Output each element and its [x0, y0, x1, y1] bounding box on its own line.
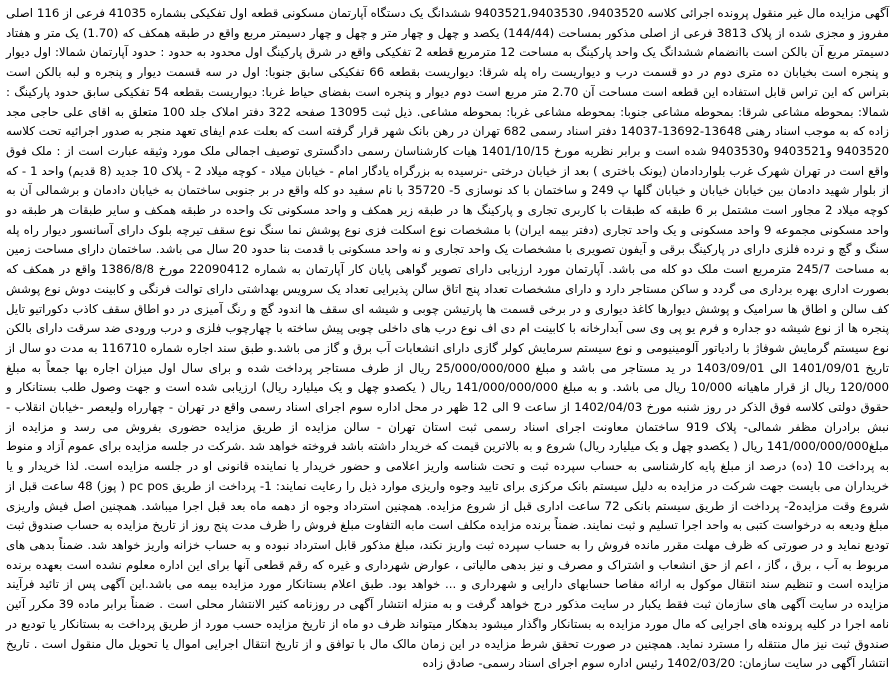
auction-notice-body: آگهی مزایده مال غیر منقول پرونده اجرائی کلاسه 9403520، 9403521،9403530 ششدانگ یک دستگاه آپارتمان مسکونی قطعه اول تفکیکی بشماره 41035 فرعی از 116 اصلی مفروز و مجزی شده از پلاک 3813 فرعی از اصلی مذکور بمساحت (144/44) یکصد و چهل و چهار متر و چهل و چهار دسیمتر مربع واقع در طبقه همکف که (1.70) یک متر و هفتاد دسیمتر مربع آن بالکن است باانضمام ششدانگ یک واحد پارکینگ به مساحت 12 مترمربع قطعه 2 تفکیکی واقع در شرق پارکینگ اول محدود به حدود : حدود آپارتمان شمالا: اول دیوار و پنجره است بخیابان ده متری دوم در دو قسمت درب و دیواریست راه پله شرقا: دیواریست بقطعه 66 تفکیکی سابق جنوبا: اول در سه قسمت دیوار و پنجره و لبه بالکن است بتراس که این تراس قابل استفاده این قطعه است مساحت آن 2.70 متر مربع است دوم دیوار و پنجره است بفضای حیاط غربا: دیواریست بقطعه 54 تفکیکی سابق حدود پارکینگ : شمالا: بمحوطه مشاعی شرقا: بمحوطه مشاعی جنوبا: بمحوطه مشاعی غربا: بمحوطه مشاعی. ذیل ثبت 13095 صفحه 322 دفتر املاک جلد 100 متعلق به اقای علی حاجی مجد زاده که به موجب اسناد رهنی 13648-13692-14037 دفتر اسناد رسمی 682 تهران در رهن بانک شهر قرار گرفته است که بعلت عدم ایفای تعهد منجر به صدور اجرائیه تحت کلاسه 9403520 و9403521 و9403530 شده است و برابر نظریه مورخ 1401/10/15 هیات کارشناسان رسمی دادگستری توصیف اجمالی ملک مورد وثیقه عبارت است از : ملک فوق واقع است در تهران شهرک غرب بلواردادمان (یونک باختری ) بعد از خیابان درختی -نرسیده به بزرگراه یادگار امام - خیابان میلاد - کوچه میلاد 2 - پلاک 10 جدید (8 قدیم) واحد 1 - که از بلوار شهید دادمان بین خیابان خیابان و خیابان گلها پ 249 و ساختمان با کد نوسازی 5- 35720 با نام سفید دو کله واقع در بر جنوبی ساختمان به خیابان دادمان و برشمالی آن به کوچه میلاد 2 مجاور است مشتمل بر 6 طبقه که طبقات با کاربری تجاری و پارکینگ ها در طبقه زیر همکف و واحد مسکونی تک واحده در طبقه همکف و سایر طبقات هر طبقه دو واحد مسکونی مجموعه 9 واحد مسکونی و یک واحد تجاری (دفتر بیمه ایران) با مشخصات نوع اسکلت فزی نوع پوشش نما سنگ نوع سقف تیرچه بلوک دارای آسانسور دیوار راه پله سنگ و گچ و نرده فلزی دارای در پارکینگ برقی و آیفون تصویری با مشخصات یک واحد تجاری و نه واحد مسکونی با قدمت بنا حدود 20 سال می باشد. ساختمان دارای مساحت زمین به مساحت 245/7 مترمربع است ملک دو کله می باشد. آپارتمان مورد ارزیابی دارای تصویر گواهی پایان کار آپارتمان به شماره 22090412 مورخ 1386/8/8 واقع در همکف که بصورت اداری بهره برداری می گردد و ساکن مستاجر دارد و دارای مشخصات تعداد پنج اتاق سالن پذیرایی تعداد یک سرویس بهداشتی دارای توالت فرنگی و کابینت دوش نوع پوشش کف سالن و اطاق ها سرامیک و پوشش دیوارها کاغذ دیواری و در برخی قسمت ها پارتیشن چوبی و شیشه ای سقف ها اندود گچ و رنگ آمیزی در دو اطاق سقف کاذب دکوراتیو تایل پنجره ها از نوع شیشه دو جداره و فرم یو پی وی سی آبدارخانه با کابینت ام دی اف نوع درب های داخلی چوبی پیش ساخته با چهارچوب فلزی و درب ورودی ضد سرقت دارای بالکن نوع سیستم گرمایش شوفاژ با رادیاتور آلومینیومی و نوع سیستم سرمایش کولر گازی دارای انشعابات آب برق و گاز می باشد.و طبق سند اجاره شماره 116710 به مدت دو سال از تاریخ 1401/09/01 الی 1403/09/01 در ید مستاجر می باشد و مبلغ 25/000/000/000 ریال از طرف مستاجر پرداخت شده و برای سال اول میزان اجاره بها جمعاً به مبلغ 120/000 ریال از قرار ماهیانه 10/000 ریال می باشد. و به مبلغ 141/000/000/000 ریال ( یکصدو چهل و یک میلیارد ریال) ارزیابی شده است و جهت وصول طلب بستانکار و حقوق دولتی کلاسه فوق الذکر در روز شنبه مورخ 1402/04/03 از ساعت 9 الی 12 ظهر در محل اداره سوم اجرای اسناد رسمی واقع در تهران - چهارراه ولیعصر -خیابان انقلاب - نبش برادران مظفر شمالی- پلاک 919 ساختمان معاونت اجرای اسناد رسمی ثبت استان تهران - سالن مزایده از طریق مزایده حضوری بفروش می رسد و مزایده از مبلغ141/000/000/000 ریال ( یکصدو چهل و یک میلیارد ریال) شروع و به بالاترین قیمت که خریدار داشته باشد فروخته خواهد شد .شرکت در جلسه مزایده برای عموم آزاد و منوط به پرداخت 10 (ده) درصد از مبلغ پایه کارشناسی به حساب سپرده ثبت و تحت شناسه واریز اعلامی و حضور خریدار یا نماینده قانونی او در جلسه مزایده است. لذا خریدار و یا خریداران می بایست جهت شرکت در مزایده به دلیل سیستم بانک مرکزی برای تایید وجوه واریزی موارد ذیل را رعایت نمایند: 1- پرداخت از طریق pc pos ( پوز) 48 ساعت قبل از شروع وقت مزایده2- پرداخت از طریق سیستم بانکی 72 ساعت اداری قبل از شروع مزایده. همچنین استرداد وجوه از دهمه ماه بعد قبل اجرا میباشد. همچنین اصل فیش واریزی مبلغ ودیعه به درخواست کتبی به واحد اجرا تسلیم و ثبت نمایند. ضمناً برنده مزایده مکلف است مابه التفاوت مبلغ فروش را ظرف مدت پنج روز از تاریخ مزایده به حساب صندوق ثبت تودیع نماید و در صورتی که ظرف مهلت مقرر مانده فروش را به حساب سپرده ثبت واریز نکند، مبلغ مذکور قابل استرداد نبوده و به حساب خزانه واریز خواهد شد. ضمناً بدهی های مربوط به آب ، برق ، گاز ، اعم از حق انشعاب و اشتراک و مصرف و نیز بدهی مالیاتی ، عوارض شهرداری و غیره که رقم قطعی آنها برای این اداره معلوم نشده است بعهده برنده مزایده است و تنظیم سند انتقال موکول به ارائه مفاصا حسابهای دارایی و شهرداری و ... خواهد بود. طبق اعلام بستانکار مورد مزایده بیمه می باشد.این آگهی پس از تائید فرآیند مزایده در سایت آگهی های سازمان ثبت فقط یکبار در سایت مذکور درج خواهد گرفت و به منزله انتشار آگهی در روزنامه کثیر الانتشار محلی است . ضمناً برابر ماده 39 مکرر آئین نامه اجرا در کلیه پرونده های اجرایی که مال مورد مزایده به بستانکار واگذار میشود بدهکار میتواند ظرف دو ماه از تاریخ مزایده حسب مورد از طریق پرداخت به بستانکار یا تودیع در صندوق ثبت نیز مال منتقله را مسترد نماید. همچنین در صورت تحقق شرط مزایده در این زمان مالک مال با توافق و از تاریخ انتقال اجرایی اموال یا تحویل مال منقول است . تاریخ انتشار آگهی در سایت سازمان: 1402/03/20 رئیس اداره سوم اجرای اسناد رسمی- صادق زاده [6, 6, 890, 671]
auction-notice-document [4, 4, 891, 687]
